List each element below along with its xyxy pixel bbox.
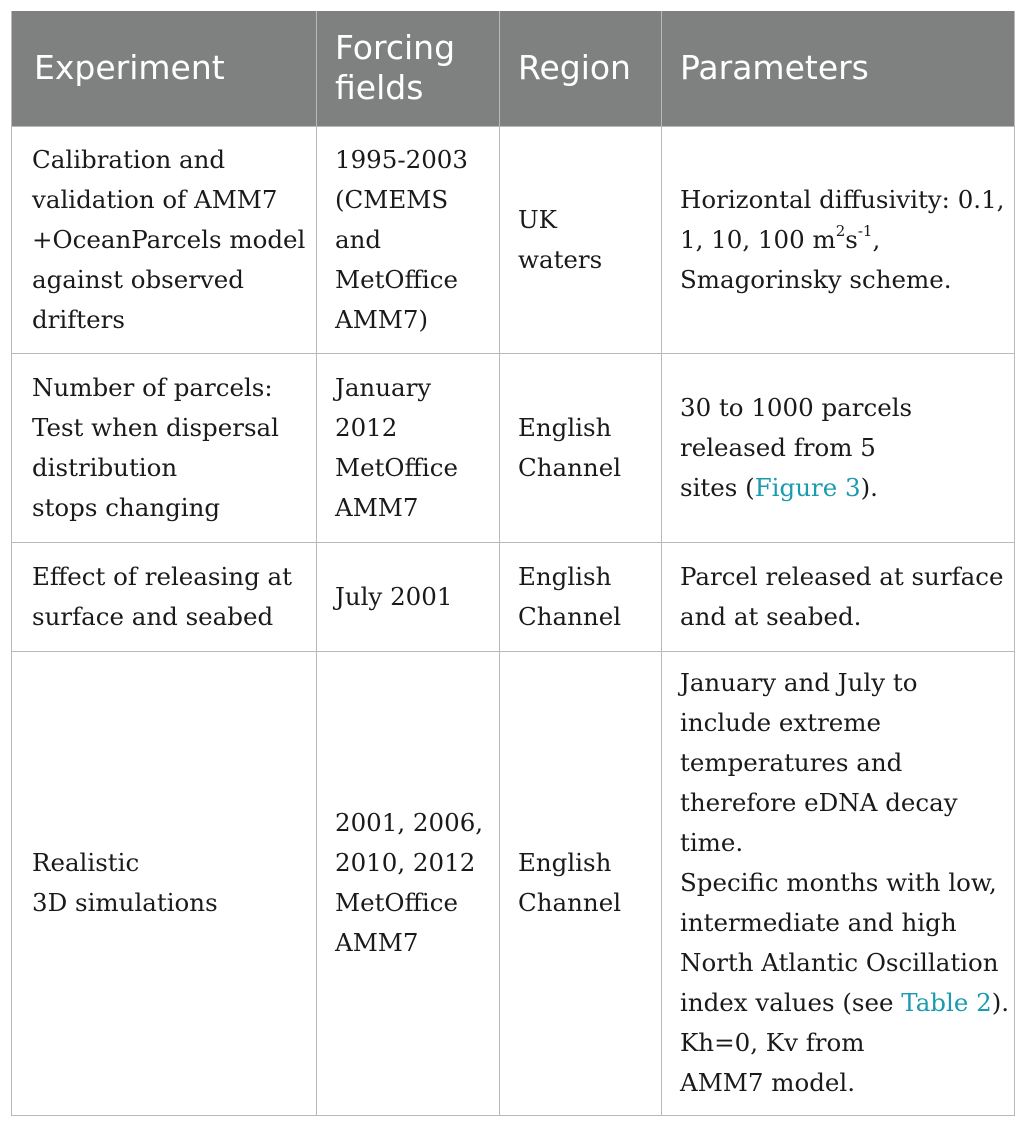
header-experiment: Experiment [12, 11, 317, 126]
cell-region: English Channel [500, 542, 662, 651]
cell-parameters: Horizontal diffusivity: 0.1, 1, 10, 100 $m^2s^{-1}$, Smagorinsky scheme. [662, 126, 1015, 353]
table-row [12, 353, 1015, 542]
cell-region: English Channel [500, 353, 662, 542]
cell-forcing: 1995-2003 (CMEMS and MetOffice AMM7) [317, 126, 500, 353]
table-row [12, 542, 1015, 651]
header-parameters: Parameters [662, 11, 1015, 126]
cell-parameters: January and July to include extreme temperatures and therefore eDNA decay time. Specific months with low, intermediate and high North Atlantic Oscillation index values (see Table 2). Kh=0, Kv from AMM7 model. [662, 651, 1015, 1115]
experiments-table [11, 11, 1015, 1116]
table-header [12, 11, 1015, 126]
table-row [12, 651, 1015, 1115]
cell-experiment: Number of parcels: Test when dispersal distribution stops changing [12, 353, 317, 542]
table-2-link[interactable]: Table 2 [901, 988, 992, 1017]
cell-forcing: January 2012 MetOffice AMM7 [317, 353, 500, 542]
cell-experiment: Calibration and validation of AMM7 +OceanParcels model against observed drifters [12, 126, 317, 353]
cell-forcing: July 2001 [317, 542, 500, 651]
cell-experiment: Realistic 3D simulations [12, 651, 317, 1115]
header-region: Region [500, 11, 662, 126]
cell-region: UK waters [500, 126, 662, 353]
header-forcing-fields: Forcing fields [317, 11, 500, 126]
cell-parameters: 30 to 1000 parcels released from 5 sites (Figure 3). [662, 353, 1015, 542]
cell-experiment: Effect of releasing at surface and seabed [12, 542, 317, 651]
cell-forcing: 2001, 2006, 2010, 2012 MetOffice AMM7 [317, 651, 500, 1115]
cell-region: English Channel [500, 651, 662, 1115]
header-row [12, 11, 1015, 126]
figure-3-link[interactable]: Figure 3 [754, 472, 861, 502]
table-row [12, 126, 1015, 353]
cell-parameters: Parcel released at surface and at seabed. [662, 542, 1015, 651]
